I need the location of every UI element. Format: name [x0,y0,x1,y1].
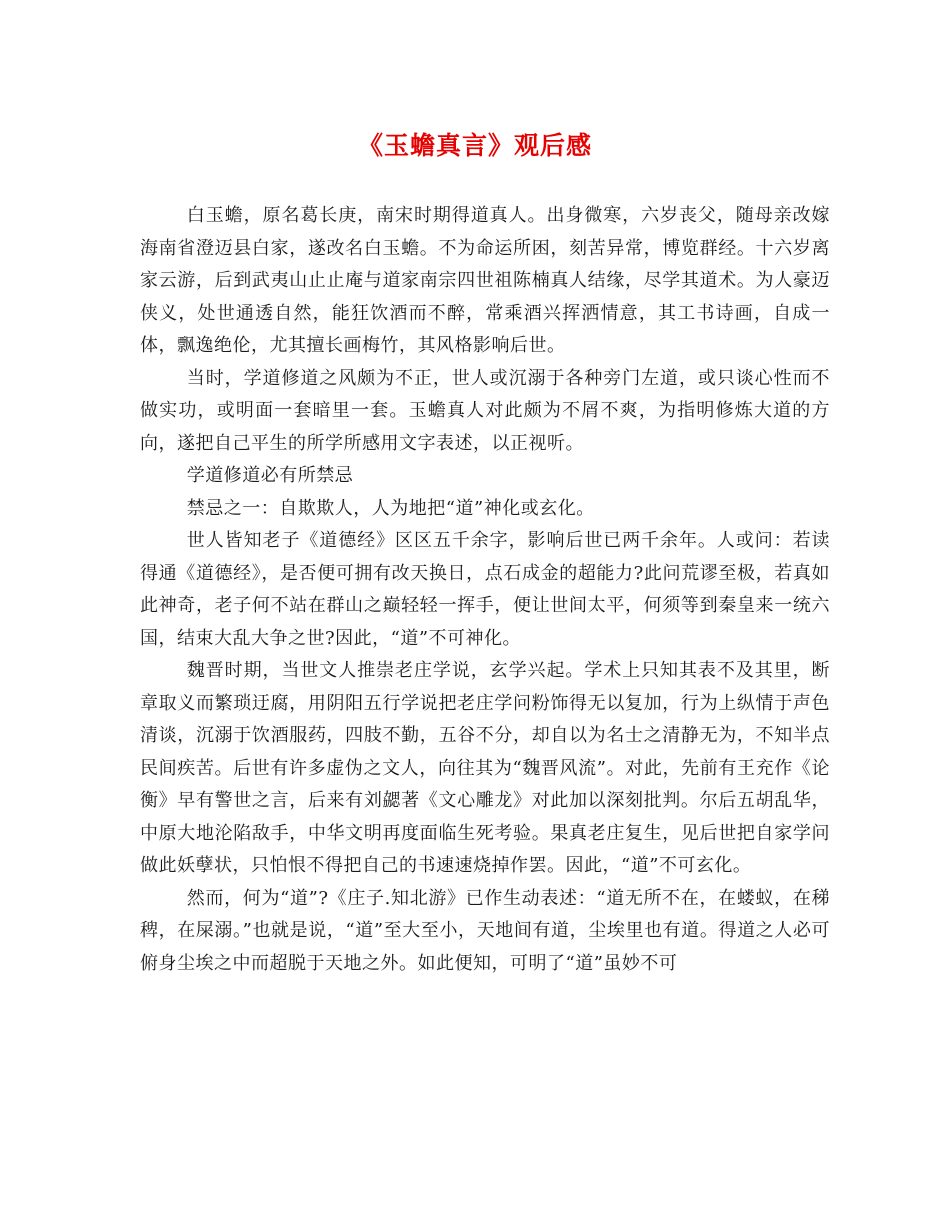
section-heading: 学道修道必有所禁忌 [186,465,354,486]
paragraph-3: 世人皆知老子《道德经》区区五千余字，影响后世已两千余年。人或问：若读得通《道德经》，是否便可拥有改天换日，点石成金的超能力?此问荒谬至极，若真如此神奇，老子何不站在群山之巅轻轻一挥手，便让世间太平，何须等到秦皇来一统六国，结束大乱大争之世?因此，“道”不可神化。 [140,530,830,649]
paragraph-1: 白玉蟾，原名葛长庚，南宋时期得道真人。出身微寒，六岁丧父，随母亲改嫁海南省澄迈县白家，遂改名白玉蟾。不为命运所困，刻苦异常，博览群经。十六岁离家云游，后到武夷山止止庵与道家南宗四世祖陈楠真人结缘，尽学其道术。为人豪迈侠义，处世通透自然，能狂饮酒而不醉，常乘酒兴挥洒情意，其工书诗画，自成一体，飘逸绝伦，尤其擅长画梅竹，其风格影响后世。 [140,205,830,356]
paragraph-5: 然而，何为“道”?《庄子.知北游》已作生动表述：“道无所不在，在蝼蚁，在稊稗，在屎溺。”也就是说，“道”至大至小，天地间有道，尘埃里也有道。得道之人必可俯身尘埃之中而超脱于天地之外。如此便知，可明了“道”虽妙不可 [140,887,830,974]
page-title: 《玉蟾真言》观后感 [357,131,592,160]
article-body [140,200,830,980]
paragraph-2: 当时，学道修道之风颇为不正，世人或沉溺于各种旁门左道，或只谈心性而不做实功，或明面一套暗里一套。玉蟾真人对此颇为不屑不爽，为指明修炼大道的方向，遂把自己平生的所学所感用文字表述，以正视听。 [140,367,830,454]
taboo-one-heading: 禁忌之一：自欺欺人，人为地把“道”神化或玄化。 [186,497,595,519]
paragraph-4: 魏晋时期，当世文人推崇老庄学说，玄学兴起。学术上只知其表不及其里，断章取义而繁琐迂腐，用阴阳五行学说把老庄学问粉饰得无以复加，行为上纵情于声色清谈，沉溺于饮酒服药，四肢不勤，五谷不分，却自以为名士之清静无为，不知半点民间疾苦。后世有许多虚伪之文人，向往其为“魏晋风流”。对此，先前有王充作《论衡》早有警世之言，后来有刘勰著《文心雕龙》对此加以深刻批判。尔后五胡乱华，中原大地沦陷敌手，中华文明再度面临生死考验。果真老庄复生，见后世把自家学问做此妖孽状，只怕恨不得把自己的书速速烧掉作罢。因此，“道”不可玄化。 [140,660,830,876]
